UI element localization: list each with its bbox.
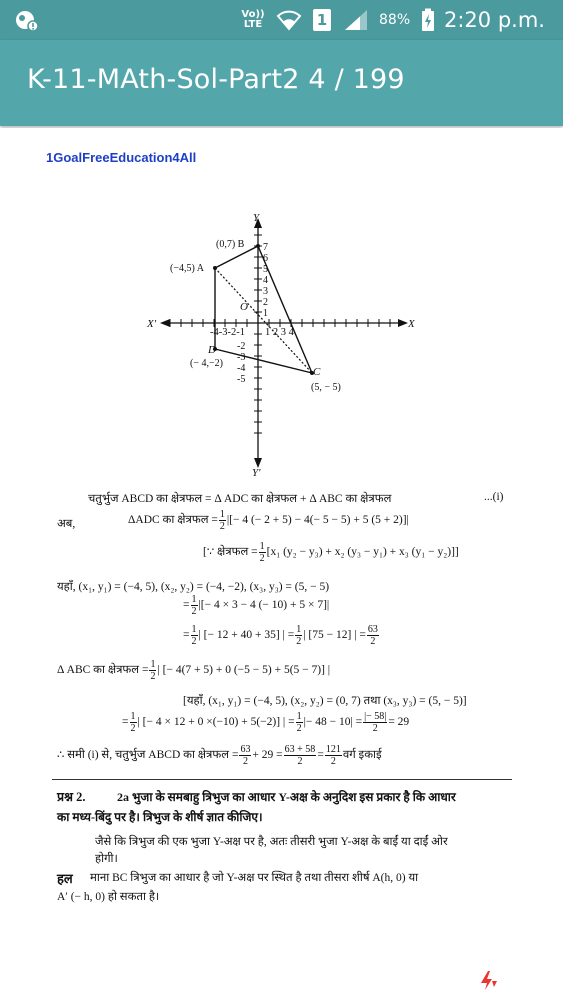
adc-step2-expr: | [− 12 + 40 + 35] | = [198, 629, 295, 642]
volte-text: Vo)) LTE [241, 9, 265, 30]
y-tick-label: 6 [263, 253, 268, 264]
point-d-coordinates: (− 4,−2) [190, 358, 223, 369]
total-area-text: ∴ समी (i) से, चतुर्भुज ABCD का क्षेत्रफल = [57, 749, 239, 762]
line-adc-area [128, 509, 409, 532]
document-title: K-11-MAth-Sol-Part2 4 / 199 [27, 64, 405, 95]
y-axis-bottom-label: Y' [252, 467, 261, 479]
y-tick-label: 3 [263, 286, 268, 297]
line-coordinates-abc: [यहाँ, (x₁, y₁) = (−4, 5), (x₂, y₂) = (0, 7) तथा (x₃, y₃) = (5, − 5)] [183, 695, 467, 707]
abc-area-expr: | [− 4(7 + 5) + 0 (−5 − 5) + 5(5 − 7)] | [157, 664, 331, 677]
question-text-line2: का मध्य-बिंदु पर है। त्रिभुज के शीर्ष ज्ञात कीजिए। [57, 810, 263, 824]
publisher-logo-icon [478, 969, 500, 995]
abc-area-text: Δ ABC का क्षेत्रफल = [57, 664, 149, 677]
fraction-58-over-2: $\frac{|- 58|}{2}$ [364, 711, 387, 734]
line-adc-label: अब, [57, 518, 76, 530]
origin-label: O [240, 301, 248, 313]
adc-step2-expr2: | [75 − 12] | = [303, 629, 366, 642]
point-b-dot [256, 244, 260, 248]
y-tick-label: 4 [263, 275, 268, 286]
pdf-page[interactable] [0, 128, 563, 1000]
y-tick-label: 5 [263, 264, 268, 275]
x-axis-right-label: X [408, 318, 415, 330]
fraction-63-over-2: $\frac{63}{2}$ [240, 744, 251, 767]
y-tick-label: 2 [263, 297, 268, 308]
abc-step1-expr2: |− 48 − 10| = [303, 716, 363, 729]
volte-indicator [241, 0, 265, 40]
solution-line1: माना BC त्रिभुज का आधार है जो Y-अक्ष पर स्थित है तथा तीसरा शीर्ष A(h, 0) या [90, 872, 419, 884]
fraction-half: $\frac{1}{2}$ [191, 594, 197, 617]
line-adc-step1: = $\frac{1}{2}$ |[− 4 × 3 − 4 (− 10) + 5 × 7]| [183, 594, 330, 617]
fraction-half: $\frac{1}{2}$ [219, 509, 225, 532]
watermark-text: 1GoalFreeEducation4All [46, 150, 197, 165]
abc-result: = 29 [388, 716, 410, 729]
fraction-half: $\frac{1}{2}$ [191, 624, 197, 647]
fraction-half: $\frac{1}{2}$ [296, 711, 302, 734]
y-tick-label: -3 [237, 352, 246, 363]
app-bar [0, 40, 563, 126]
battery-percent: 88% [379, 12, 411, 28]
edge-c-d [215, 349, 312, 373]
total-unit: वर्ग इकाई [342, 749, 382, 762]
point-a-dot [213, 266, 217, 270]
hint-line1: जैसे कि त्रिभुज की एक भुजा Y-अक्ष पर है, अतः तीसरी भुजा Y-अक्ष के बाईं या दाईं ओर [95, 836, 448, 848]
solution-label: हल [57, 871, 73, 886]
y-tick-label: 1 [263, 308, 268, 319]
line-abc-area [57, 659, 330, 682]
clock: 2:20 p.m. [444, 8, 545, 32]
total-eq: = [317, 749, 324, 762]
y-tick-label: -5 [237, 374, 246, 385]
fraction-half: $\frac{1}{2}$ [296, 624, 302, 647]
point-a-label: (−4,5) A [170, 263, 204, 274]
battery-charging-icon [421, 0, 435, 40]
section-divider [52, 779, 512, 780]
question-text-line1: 2a भुजा के समबाहु त्रिभुज का आधार Y-अक्ष के अनुदिश इस प्रकार है कि आधार [117, 790, 456, 804]
area-formula-expr: [x₁ (y₂ − y₃) + x₂ (y₃ − y₁) + x₃ (y₁ − y₂)]] [266, 546, 459, 559]
x-axis-left-label: X' [147, 318, 157, 330]
x-axis-arrow-icon [398, 319, 408, 327]
point-b-label: (0,7) B [216, 239, 245, 250]
x-axis-arrow-left-icon [160, 319, 170, 327]
adc-area-text: ΔADC का क्षेत्रफल = [128, 514, 218, 527]
sim-icon [313, 0, 331, 40]
equation-ref-i: ...(i) [484, 491, 504, 503]
line-total-area [57, 744, 382, 767]
fraction-half: $\frac{1}{2}$ [130, 711, 136, 734]
fraction-sum: $\frac{63 + 58}{2}$ [284, 744, 316, 767]
fraction-63-over-2: $\frac{63}{2}$ [367, 624, 378, 647]
line-quad-area: चतुर्भुज ABCD का क्षेत्रफल = Δ ADC का क्षेत्रफल + Δ ABC का क्षेत्रफल [88, 493, 392, 505]
fraction-121-over-2: $\frac{121}{2}$ [325, 744, 341, 767]
total-step: + 29 = [252, 749, 283, 762]
abc-step1-expr: | [− 4 × 12 + 0 ×(−10) + 5(−2)] | = [137, 716, 295, 729]
y-axis-label: Y [253, 212, 260, 224]
fraction-half: $\frac{1}{2}$ [150, 659, 156, 682]
solution-line2: A′ (− h, 0) हो सकता है। [57, 891, 160, 903]
line-abc-step1: = $\frac{1}{2}$ | [− 4 × 12 + 0 ×(−10) + 5(−2)] | = $\frac{1}{2}$ |− 48 − 10| = $\frac{|- 58|}{2}$ = 29 [122, 711, 410, 734]
y-tick-label: -4 [237, 363, 246, 374]
line-area-formula [203, 541, 459, 564]
x-ticks-positive: 1 2 3 4 [265, 327, 294, 338]
line-adc-step2: = $\frac{1}{2}$ | [− 12 + 40 + 35] | = $\frac{1}{2}$ | [75 − 12] | = $\frac{63}{2}$ [183, 624, 378, 647]
point-c-label: C [313, 366, 321, 378]
point-c-coordinates: (5, − 5) [311, 382, 341, 393]
sim-number: 1 [313, 9, 331, 31]
area-formula-text: [∵ क्षेत्रफल = [203, 546, 258, 559]
x-ticks-negative: -4-3-2-1 [210, 327, 245, 338]
status-bar [0, 0, 563, 40]
line-coordinates-adc: यहाँ, (x₁, y₁) = (−4, 5), (x₂, y₂) = (−4, −2), (x₃, y₃) = (5, − 5) [57, 581, 330, 593]
point-d-label: D [208, 344, 216, 356]
coordinate-graph [0, 128, 563, 488]
adc-step1-expr: |[− 4 × 3 − 4 (− 10) + 5 × 7]| [198, 599, 330, 612]
question-label: प्रश्न 2. [57, 790, 86, 804]
signal-icon [343, 0, 369, 40]
y-tick-label: -2 [237, 341, 246, 352]
wifi-icon [276, 0, 302, 40]
y-tick-label: 7 [263, 242, 268, 253]
adc-area-expr: |[− 4 (− 2 + 5) − 4(− 5 − 5) + 5 (5 + 2)]| [226, 514, 409, 527]
fraction-half: $\frac{1}{2}$ [259, 541, 265, 564]
hint-line2: होगी। [95, 853, 118, 865]
app-notification-icon [14, 0, 40, 40]
